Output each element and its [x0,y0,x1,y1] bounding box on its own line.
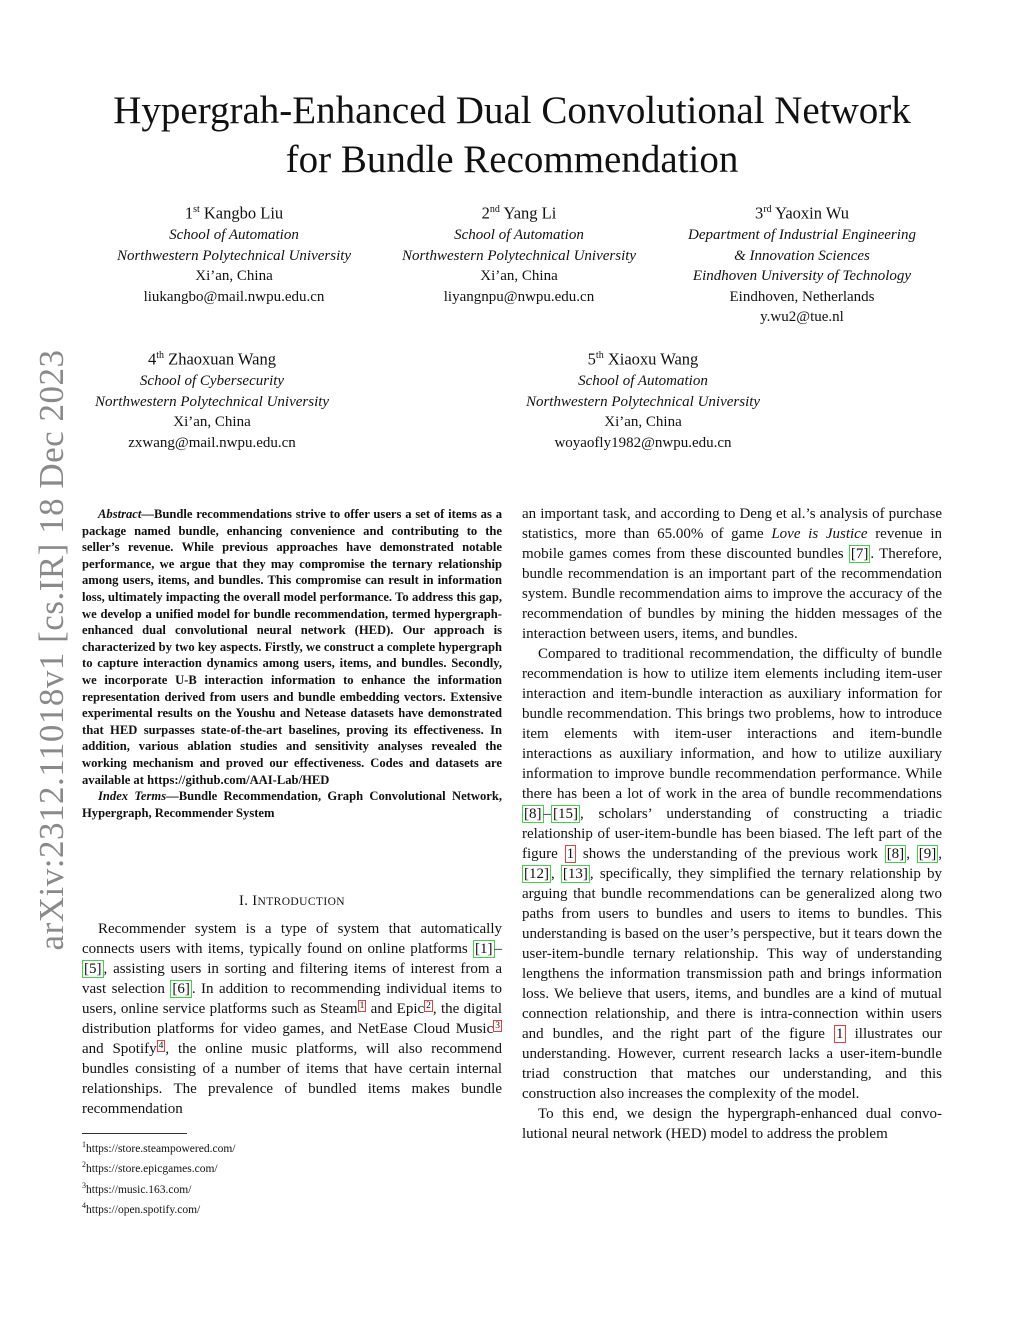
author-department: Department of Industrial Engineering [688,227,916,244]
citation-link[interactable]: [8] [524,806,542,822]
footnote-item [82,1157,502,1177]
text-run: , [938,846,942,862]
author-ordinal-suffix: nd [489,204,500,215]
footnote-link[interactable]: 2 [426,1001,431,1011]
footnote-number: 3 [82,1180,86,1190]
author-block-3 [664,200,940,328]
author-city: Xi’an, China [195,268,273,285]
footnote-item [82,1137,502,1157]
section-title-initial: I [252,893,258,909]
text-run: , specifically, they simplified the ternary relationship by arguing that bundle recommendations can be generalized along two paths from users to bundles and users to items to bundles. This understanding is based on the user’s perspective, but it tears down the user-item-bundle ternary relationship. This way of understanding lengthens the information transmission path and brings information loss. We believe that users, items, and bundles are a kind of mutual connection relationship, and there is intra-connection within users and bundles, and the right part of the figure [522,866,942,1042]
author-name: Xiaoxu Wang [607,349,699,369]
text-run: shows the understanding of the previous work [576,846,885,862]
citation-link[interactable]: [8] [886,846,905,862]
author-department: School of Automation [169,227,299,244]
author-email: woyaofly1982@nwpu.edu.cn [554,434,732,451]
text-run: , the online music platforms, will also recommend bundles consisting of a number of items that have certain internal relationships. The prevalence of bundled items makes bundle recommendation [82,1041,502,1117]
author-institution: Northwestern Polytechnical University [525,393,761,410]
footnote-number: 4 [82,1200,86,1210]
citation-link[interactable]: [13] [562,866,588,882]
citation-link[interactable]: [5] [84,961,102,977]
text-run: . Therefore, bundle recommendation is an important part of the recommendation system. Bundle recommendation aims to improve the accuracy of the recommendation of bundles by mining the hidden messages of the interaction between users, items, and bundles. [522,546,942,642]
author-institution: Northwestern Polytechnical University [116,247,352,264]
author-department: School of Automation [454,227,584,244]
figure-link[interactable]: 1 [836,1026,844,1042]
author-ordinal: 3 [754,203,764,223]
text-run: – [543,806,551,822]
index-terms-label: Index Terms [98,789,167,804]
game-title: Love is Justice [771,526,868,542]
section-heading-introduction [82,893,502,910]
paragraph-continued [522,504,942,644]
citation-link[interactable]: [1] [475,941,493,957]
author-name: Yaoxin Wu [775,203,850,223]
citation-link[interactable]: [15] [553,806,578,822]
author-institution: Eindhoven University of Technology [692,268,912,285]
citation-link[interactable]: [7] [850,546,869,562]
author-name: Yang Li [503,203,557,223]
paragraph [522,644,942,1104]
footnote-link[interactable]: 4 [158,1041,164,1051]
section-title-rest: NTRODUCTION [257,896,345,908]
author-city: Xi’an, China [480,268,558,285]
paper-title [0,86,1024,184]
author-ordinal: 5 [587,349,596,369]
footnote-item [82,1198,502,1218]
author-email: liukangbo@mail.nwpu.edu.cn [143,288,325,305]
author-ordinal-suffix: th [156,350,164,361]
author-institution: Northwestern Polytechnical University [94,393,330,410]
text-run: , [551,866,561,882]
author-name: Kangbo Liu [203,203,284,223]
text-run: Compared to traditional recommendation, the difficulty of bundle recommendation is how to utilize item elements including item-user interaction and item-bundle interaction as auxiliary information for bundle recommendation. This brings two problems, how to introduce item elements with item-user interactions and item-bundle interactions as auxiliary information, and how to utilize auxiliary information to improve bundle recommendation performance. While there has been a lot of work in the area of bundle recommendations [522,646,942,802]
author-block-4 [72,346,352,453]
author-email: y.wu2@tue.nl [760,309,844,326]
author-ordinal-suffix: th [595,350,604,361]
author-block-2 [378,200,660,307]
author-block-1 [94,200,374,307]
author-city: Xi’an, China [604,414,682,431]
author-ordinal: 2 [481,203,490,223]
abstract [82,506,502,821]
text-run: , assisting users in sorting and filtering items of interest from a vast selection [82,961,502,997]
text-run: , scholars’ understanding of constructing a triadic relationship of user-item-bundle has been biased. The left part of the figure [522,806,942,862]
citation-link[interactable]: [6] [172,981,190,997]
citation-link[interactable]: [12] [524,866,549,882]
author-ordinal: 4 [147,349,157,369]
author-block-5 [502,346,784,453]
text-run: and Spotify [82,1041,157,1057]
footnote-divider [82,1133,187,1134]
figure-link[interactable]: 1 [566,846,575,862]
index-terms-text: —Bundle Recommendation, Graph Convolutional Network, Hypergraph, Recommender System [82,789,502,820]
footnotes [82,1137,502,1218]
section-number: I. [239,893,253,909]
text-run: illustrates our understanding. However, current research lacks a user-item-bundle triad construction that matches our understanding, and this construction also increases the complexity of the model. [522,1026,942,1102]
author-email: zxwang@mail.nwpu.edu.cn [128,434,296,451]
footnote-url[interactable]: https://open.spotify.com/ [86,1203,201,1216]
footnote-url[interactable]: https://music.163.com/ [86,1183,192,1196]
text-run: revenue in mobile games comes from these discounted bundles [522,526,943,562]
text-run: an important task, and according to Deng et al.’s analysis of purchase statistics, more than 65.00% of game [522,506,942,542]
author-name: Zhaoxuan Wang [168,349,277,369]
author-city: Eindhoven, Netherlands [729,288,875,305]
right-column-text [522,504,942,1144]
text-run: Recommender system is a type of system that automatically connects users with items, typically found on online platforms [82,921,502,957]
text-run: – [494,941,502,957]
footnote-number: 2 [82,1160,86,1170]
author-institution: Northwestern Polytechnical University [401,247,637,264]
arxiv-identifier: arXiv:2312.11018v1 [cs.IR] 18 Dec 2023 [32,349,71,951]
author-ordinal-suffix: st [193,204,200,215]
text-run: , [906,846,917,862]
title-line-2: for Bundle Recommendation [285,138,739,181]
author-department: School of Automation [578,373,708,390]
author-ordinal: 1 [184,203,194,223]
text-run: and Epic [366,1001,425,1017]
abstract-text: —Bundle recommendations strive to offer users a set of items as a package named bundle, enhancing convenience and contributing to the seller’s revenue. While previous approaches have demonstrated notable performance, we argue that they may compromise the ternary relationship among users, items, and bundles. This compromise can result in information loss, ultimately impacting the overall model performance. To address this gap, we develop a unified model for bundle recommendation, termed hypergraph-enhanced dual convolutional neural network (HED). Our approach is characterized by two key aspects. Firstly, we construct a complete hypergraph to capture interaction dynamics among users, items, and bundles. Secondly, we incorporate U-B interaction information to enhance the information representation derived from users and bundle embedding vectors. Extensive experimental results on the Youshu and Netease datasets have demonstrated that HED surpasses state-of-the-art baselines, proving its effectiveness. In addition, various ablation studies and sensitivity analyses revealed the working mechanism and proved our effectiveness. Codes and datasets are available at https://github.com/AAI-Lab/HED [82,507,502,787]
footnote-link[interactable]: 3 [495,1021,500,1031]
footnote-link[interactable]: 1 [359,1001,365,1011]
author-department-line-2: & Innovation Sciences [734,247,870,264]
footnote-number: 1 [82,1140,86,1149]
title-line-1: Hypergrah-Enhanced Dual Convolutional Network [113,89,911,132]
text-run: , the digital distribution platforms for video games, and NetEase Cloud Music [82,1001,503,1037]
citation-link[interactable]: [9] [918,846,937,862]
author-email: liyangnpu@nwpu.edu.cn [443,288,595,305]
footnote-item [82,1178,502,1198]
intro-paragraph-1 [82,919,502,1119]
author-department: School of Cybersecurity [139,373,285,390]
author-ordinal-suffix: rd [763,204,772,215]
text-run: . In addition to recommending individual items to users, online service platforms such as Steam [82,981,502,1017]
footnote-url[interactable]: https://store.steampowered.com/ [86,1142,236,1155]
paragraph: To this end, we design the hypergraph-enhanced dual convolutional neural network (HED) model to address the problem [522,1106,942,1142]
author-city: Xi’an, China [173,414,251,431]
footnote-url[interactable]: https://store.epicgames.com/ [86,1163,218,1176]
abstract-label: Abstract [98,507,142,521]
